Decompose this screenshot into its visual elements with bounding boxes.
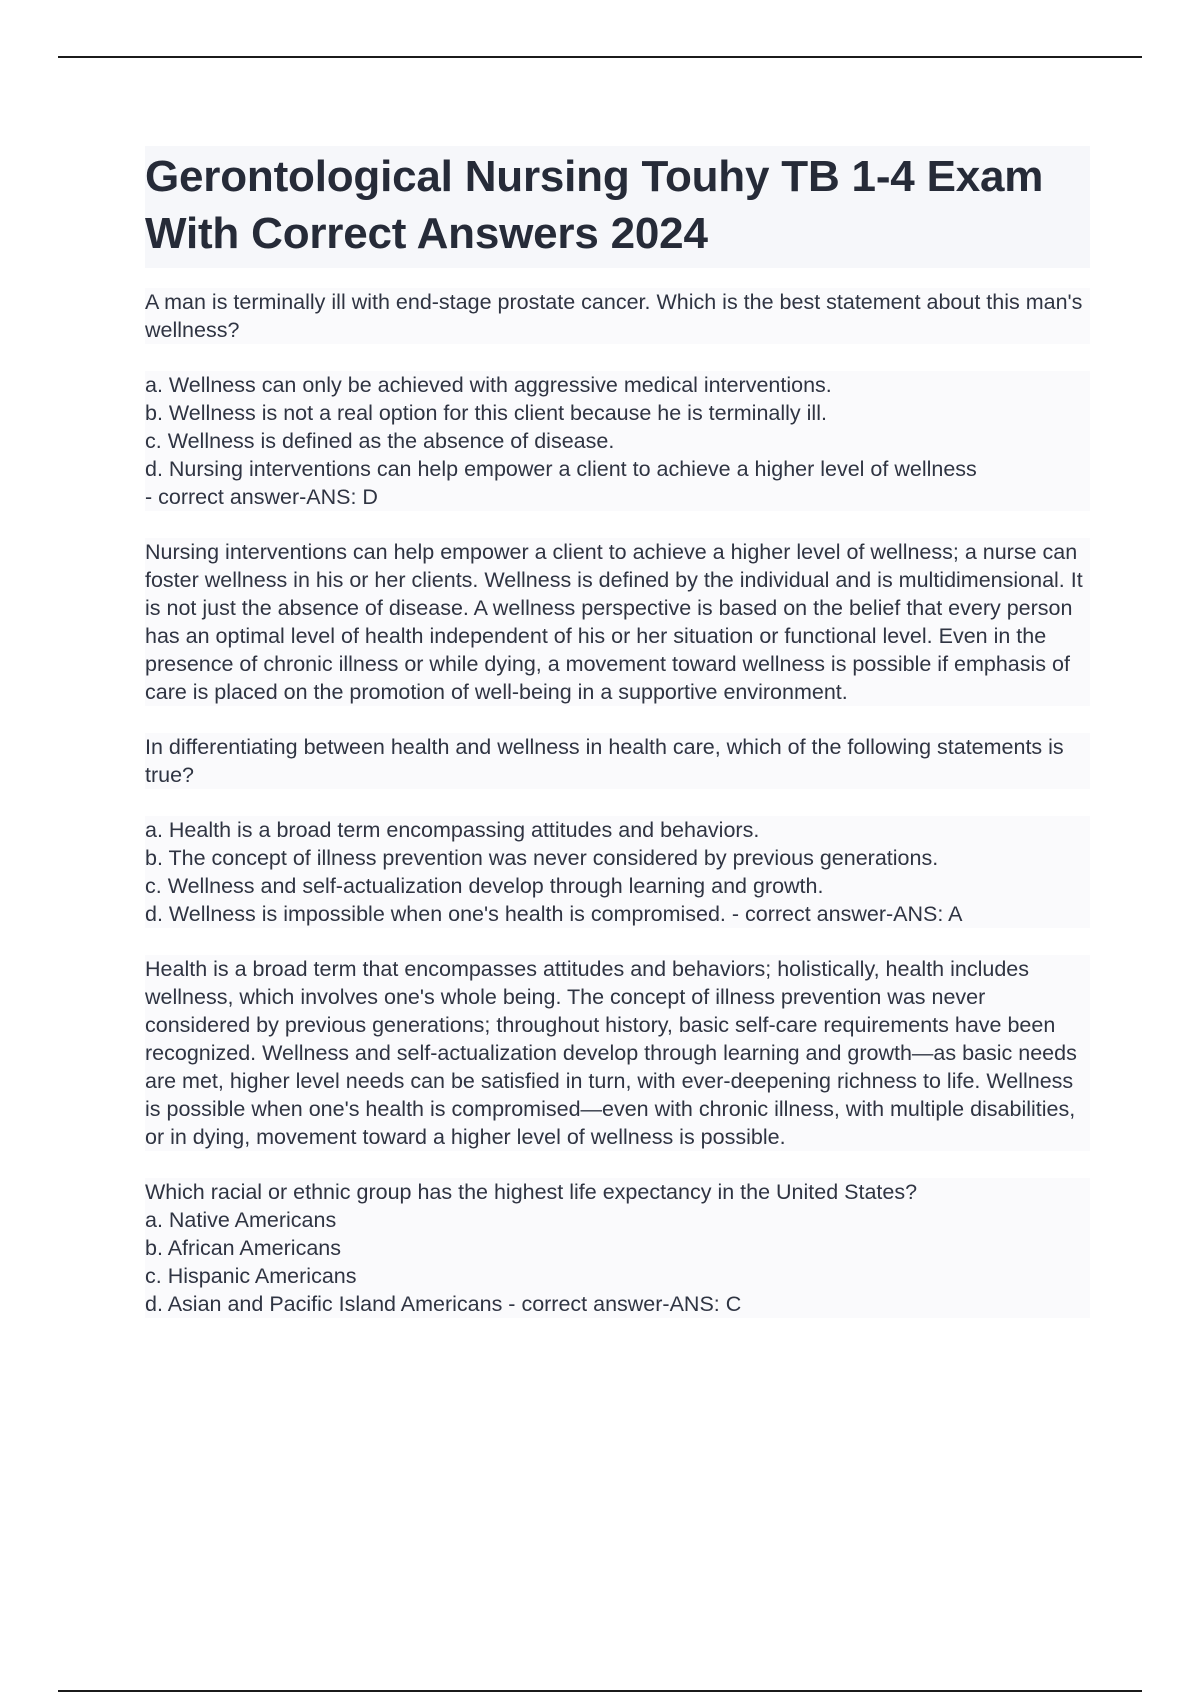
question-3: [145, 1178, 1090, 1318]
question-2-rationale: Health is a broad term that encompasses attitudes and behaviors; holistically, health includes wellness, which involves one's whole being. The concept of illness prevention was never considered by previous generations; throughout history, basic self-care requirements have been recognized. Wellness and self-actualization develop through learning and growth—as basic needs are met, higher level needs can be satisfied in turn, with ever-deepening richness to life. Wellness is possible when one's health is compromised—even with chronic illness, with multiple disabilities, or in dying, movement toward a higher level of wellness is possible.: [145, 955, 1090, 1151]
question-1-rationale: Nursing interventions can help empower a client to achieve a higher level of wellness; a nurse can foster wellness in his or her clients. Wellness is defined by the individual and is multidimensional. It is not just the absence of disease. A wellness perspective is based on the belief that every person has an optimal level of health independent of his or her situation or functional level. Even in the presence of chronic illness or while dying, a movement toward wellness is possible if emphasis of care is placed on the promotion of well-being in a supportive environment.: [145, 538, 1090, 706]
question-1-answer: - correct answer-ANS: D: [145, 485, 378, 509]
question-2-options: [145, 816, 1090, 928]
question-3-option-b: b. African Americans: [145, 1236, 341, 1260]
question-3-option-d: d. Asian and Pacific Island Americans - correct answer-ANS: C: [145, 1292, 742, 1316]
bottom-rule: [58, 1690, 1142, 1692]
question-2-text: In differentiating between health and wellness in health care, which of the following statements is true?: [145, 733, 1090, 789]
title-box: [145, 146, 1090, 268]
document-title: Gerontological Nursing Touhy TB 1-4 Exam With Correct Answers 2024: [145, 152, 1044, 258]
question-3-option-c: c. Hispanic Americans: [145, 1264, 357, 1288]
question-1-option-b: b. Wellness is not a real option for this client because he is terminally ill.: [145, 401, 827, 425]
question-1-option-a: a. Wellness can only be achieved with aggressive medical interventions.: [145, 373, 832, 397]
question-1-options: [145, 371, 1090, 511]
question-1-text: A man is terminally ill with end-stage prostate cancer. Which is the best statement about this man's wellness?: [145, 288, 1090, 344]
question-2-option-a: a. Health is a broad term encompassing attitudes and behaviors.: [145, 818, 760, 842]
question-3-text: Which racial or ethnic group has the highest life expectancy in the United States?: [145, 1180, 918, 1204]
question-3-option-a: a. Native Americans: [145, 1208, 337, 1232]
question-1-option-c: c. Wellness is defined as the absence of disease.: [145, 429, 615, 453]
question-2-option-d: d. Wellness is impossible when one's health is compromised. - correct answer-ANS: A: [145, 902, 963, 926]
question-2-option-b: b. The concept of illness prevention was never considered by previous generations.: [145, 846, 939, 870]
question-2-option-c: c. Wellness and self-actualization develop through learning and growth.: [145, 874, 824, 898]
top-rule: [58, 56, 1142, 58]
question-1-option-d: d. Nursing interventions can help empower a client to achieve a higher level of wellness: [145, 457, 977, 481]
document-body: [145, 146, 1090, 1318]
